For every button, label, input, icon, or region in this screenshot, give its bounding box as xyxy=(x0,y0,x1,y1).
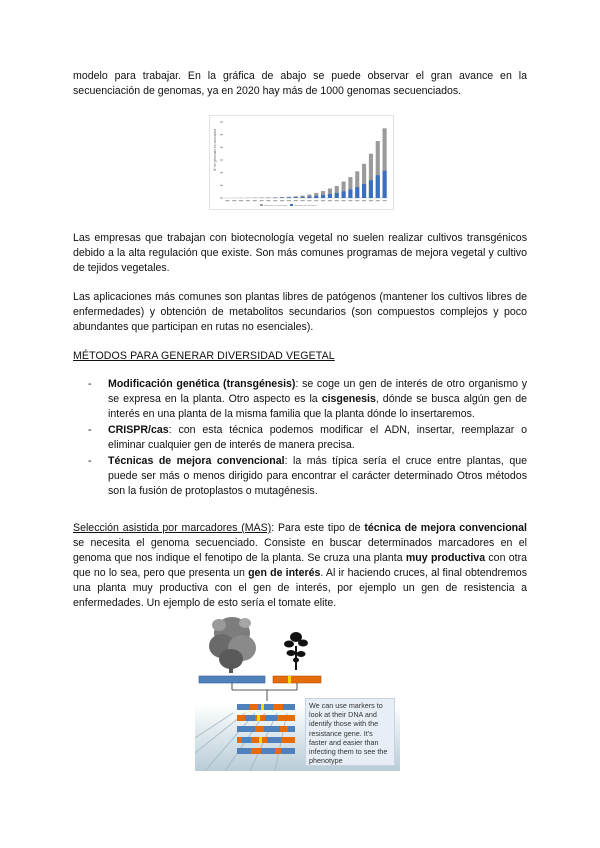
chart-x-tick-label xyxy=(342,200,346,201)
productive-plant-icon xyxy=(209,617,256,673)
chart-bar-reference xyxy=(301,197,305,198)
chart-bar-reference xyxy=(369,180,373,198)
chart-x-tick-label xyxy=(362,200,366,201)
bullet-dash: - xyxy=(88,424,92,436)
mas-bold-3: gen de interés xyxy=(248,567,321,579)
chart-bar-reference xyxy=(383,171,387,198)
chart-x-tick-label xyxy=(369,200,373,201)
chart-x-tick-label xyxy=(266,200,270,201)
resistant-plant-icon xyxy=(284,632,308,670)
mas-text-3: con otra que no lo sea, pero que presenta un xyxy=(73,552,527,579)
list-item-conventional xyxy=(88,454,527,499)
term-crispr: CRISPR/cas xyxy=(108,424,169,436)
chart-bar-reference xyxy=(355,187,359,198)
chart-x-tick-label xyxy=(335,200,339,201)
chart-x-tick-label xyxy=(239,200,243,201)
desc-crispr: : con esta técnica podemos modificar el ADN, insertar, reemplazar o eliminar cualquier gen de interés de manera precisa. xyxy=(108,424,527,451)
intro-paragraph: modelo para trabajar. En la gráfica de abajo se puede observar el gran avance en la secuenciación de genomas, ya en 2020 hay más de 1000 genomas secuenciados. xyxy=(73,70,527,97)
cross-connector xyxy=(232,683,297,701)
term-cisgenesis: cisgenesis xyxy=(321,393,376,405)
bullet-dash: - xyxy=(88,455,92,467)
chart-x-tick-label xyxy=(246,200,250,201)
chart-y-tick xyxy=(220,160,223,161)
chart-x-tick-label xyxy=(253,200,257,201)
figure-caption: We can use markers to look at their DNA and identify those with the resistance gene. It's faster and easier than infecting them to see the phenotype xyxy=(305,698,395,766)
chart-y-tick xyxy=(220,122,223,123)
chart-bar-reference xyxy=(328,194,332,198)
chart-x-tick-label xyxy=(294,200,298,201)
chart-x-tick-label xyxy=(307,200,311,201)
chart-x-tick-label xyxy=(348,200,352,201)
chart-x-tick-label xyxy=(225,200,229,201)
chart-ylabel: Nº de genomas secuenciados xyxy=(213,128,217,171)
chart-legend-swatch xyxy=(290,204,293,206)
mas-title: Selección asistida por marcadores (MAS) xyxy=(73,522,272,534)
chart-x-tick-label xyxy=(232,200,236,201)
term-conventional: Técnicas de mejora convencional xyxy=(108,455,285,467)
chart-x-tick-label xyxy=(314,200,318,201)
bullet-dash: - xyxy=(88,378,92,390)
desc-conventional: : la más típica sería el cruce entre plantas, que puede ser más o menos dirigido para encontrar el carácter determinado Otros métodos son la fusión de protoplastos o mutagénesis. xyxy=(108,455,527,497)
mas-text-2: se necesita el genoma secuenciado. Consiste en buscar determinados marcadores en el genoma que nos indique el fenotipo de la planta. Se cruza una planta xyxy=(73,537,527,564)
chart-y-tick xyxy=(220,134,223,135)
mas-text-4: . Al ir haciendo cruces, al final obtendremos una planta muy productiva con el gen de interés, por ejemplo un gen de resistencia a enfermedades. Un ejemplo de esto sería el tomate elite. xyxy=(73,567,527,609)
chart-x-tick-label xyxy=(280,200,284,201)
chart-svg xyxy=(210,116,393,209)
chart-legend-label: Genomas de referencia xyxy=(294,205,317,207)
chart-bar-reference xyxy=(321,195,325,198)
term-transgenesis: Modificación genética (transgénesis) xyxy=(108,378,296,390)
methods-list xyxy=(88,377,527,500)
applications-paragraph: Las aplicaciones más comunes son plantas libres de patógenos (mantener los cultivos libres de enfermedades) y obtención de metabolitos secundarios (son compuestos complejos y poco abundantes que participan en rutas no esenciales). xyxy=(73,291,527,333)
desc-transgenesis: : se coge un gen de interés de otro organismo y se expresa en la planta. Otro aspecto es la xyxy=(108,378,528,405)
chart-bar-reference xyxy=(307,196,311,198)
mas-bold-2: muy productiva xyxy=(405,552,486,564)
chart-x-tick-label xyxy=(321,200,325,201)
chart-y-tick xyxy=(220,147,223,148)
section-heading: MÉTODOS PARA GENERAR DIVERSIDAD VEGETAL xyxy=(73,350,335,362)
parent-chromosome-blue xyxy=(199,676,265,683)
mas-bold-1: técnica de mejora convencional xyxy=(364,522,527,534)
chart-bar-reference xyxy=(335,193,339,198)
chart-x-tick-label xyxy=(287,200,291,201)
chart-legend-swatch xyxy=(260,204,263,206)
chart-x-tick-label xyxy=(301,200,305,201)
chart-x-tick-label xyxy=(383,200,387,201)
genome-sequencing-chart xyxy=(209,115,394,210)
chart-bar-reference xyxy=(348,189,352,198)
list-item-crispr xyxy=(88,423,527,453)
chart-x-tick-label xyxy=(355,200,359,201)
chart-bar-reference xyxy=(342,191,346,198)
desc-cisgenesis: , dónde se busca algún gen de interés en una planta de la misma familia que la planta dónde lo insertaremos. xyxy=(108,393,527,420)
chart-x-tick-label xyxy=(328,200,332,201)
chart-legend-label: Genomas secuenciados xyxy=(264,205,288,207)
companies-paragraph: Las empresas que trabajan con biotecnología vegetal no suelen realizar cultivos transgénicos debido a la alta regulación que existe. Son más comunes programas de mejora vegetal y cultivo de tejidos vegetales. xyxy=(73,232,527,274)
chart-bar-reference xyxy=(376,175,380,198)
mas-paragraph xyxy=(73,521,527,611)
chart-y-tick xyxy=(220,172,223,173)
mas-text-1: : Para este tipo de xyxy=(271,522,365,534)
chart-bar-reference xyxy=(362,184,366,198)
chart-y-tick xyxy=(220,185,223,186)
chart-bar-reference xyxy=(287,197,291,198)
chart-x-tick-label xyxy=(260,200,264,201)
chart-bar-reference xyxy=(294,197,298,198)
chart-y-tick xyxy=(220,198,223,199)
gene-marker xyxy=(288,676,291,683)
list-item-transgenesis xyxy=(88,377,527,422)
parent-chromosome-orange xyxy=(273,676,321,683)
chart-bar-reference xyxy=(314,196,318,198)
chart-x-tick-label xyxy=(376,200,380,201)
chart-x-tick-label xyxy=(273,200,277,201)
